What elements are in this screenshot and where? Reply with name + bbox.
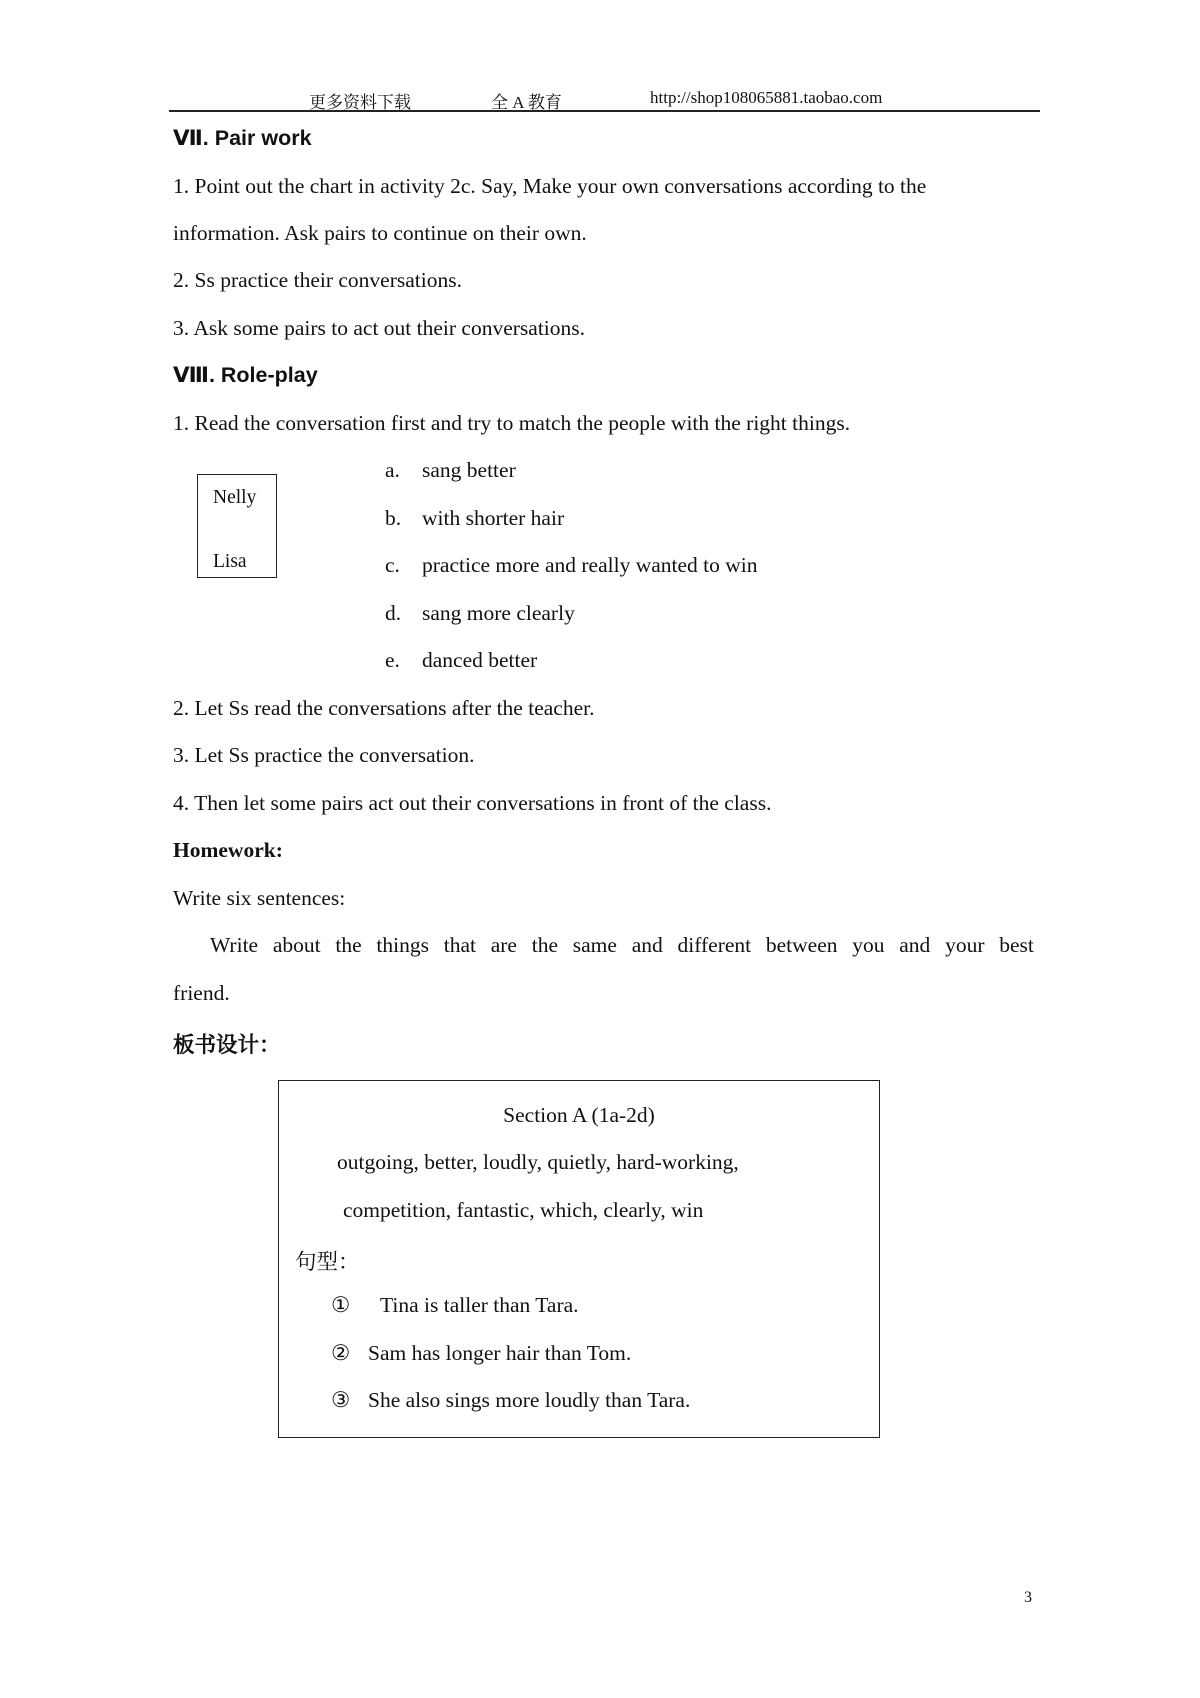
sentence-3-number: ③ xyxy=(331,1388,351,1412)
homework-line-1: Write six sentences: xyxy=(173,886,346,910)
homework-paragraph-word: best xyxy=(999,933,1034,957)
option-letter-e: e. xyxy=(385,648,400,672)
option-letter-d: d. xyxy=(385,601,402,625)
homework-paragraph-word: Write xyxy=(210,933,259,957)
homework-paragraph-word: your xyxy=(945,933,985,957)
option-letter-b: b. xyxy=(385,506,402,530)
homework-paragraph-word: the xyxy=(335,933,362,957)
pair-work-item-3: 3. Ask some pairs to act out their conversations. xyxy=(173,316,586,340)
header-center-text: 全 A 教育 xyxy=(491,93,562,112)
pair-work-item-1-line-2: information. Ask pairs to continue on their own. xyxy=(173,221,587,245)
homework-heading: Homework: xyxy=(173,838,283,862)
homework-paragraph-word: are xyxy=(490,933,517,957)
sentence-2-number: ② xyxy=(331,1341,351,1365)
pair-work-item-2: 2. Ss practice their conversations. xyxy=(173,268,462,292)
board-title: Section A (1a-2d) xyxy=(503,1103,655,1127)
header-rule xyxy=(169,110,1040,112)
sentence-1-number: ① xyxy=(331,1293,351,1317)
person-nelly: Nelly xyxy=(213,487,257,508)
homework-paragraph-line-1 xyxy=(210,933,1034,958)
board-vocab-line-1: outgoing, better, loudly, quietly, hard-working, xyxy=(337,1150,739,1174)
person-lisa: Lisa xyxy=(213,551,247,572)
homework-paragraph-word: and xyxy=(631,933,663,957)
board-design-box xyxy=(278,1080,880,1438)
homework-paragraph-word: different xyxy=(677,933,752,957)
role-play-item-3: 3. Let Ss practice the conversation. xyxy=(173,743,475,767)
board-vocab-line-2: competition, fantastic, which, clearly, win xyxy=(343,1198,704,1222)
homework-paragraph-word: things xyxy=(376,933,429,957)
role-play-item-2: 2. Let Ss read the conversations after the teacher. xyxy=(173,696,595,720)
header-left-text: 更多资料下载 xyxy=(309,93,411,112)
homework-paragraph-word: you xyxy=(852,933,885,957)
header-url: http://shop108065881.taobao.com xyxy=(650,88,883,107)
role-play-heading: Ⅷ. Role-play xyxy=(173,363,318,387)
role-play-item-1: 1. Read the conversation first and try to match the people with the right things. xyxy=(173,411,851,435)
board-pattern-label: 句型： xyxy=(295,1250,360,1274)
option-text-a: sang better xyxy=(422,458,516,482)
option-letter-c: c. xyxy=(385,553,400,577)
homework-paragraph-word: same xyxy=(572,933,617,957)
pair-work-heading: Ⅶ. Pair work xyxy=(173,126,312,150)
homework-paragraph-word: that xyxy=(443,933,476,957)
page-number: 3 xyxy=(1024,1589,1032,1606)
board-design-heading: 板书设计： xyxy=(173,1033,281,1057)
option-text-c: practice more and really wanted to win xyxy=(422,553,758,577)
role-play-item-4: 4. Then let some pairs act out their conversations in front of the class. xyxy=(173,791,772,815)
option-text-b: with shorter hair xyxy=(422,506,565,530)
option-text-e: danced better xyxy=(422,648,538,672)
sentence-2-text: Sam has longer hair than Tom. xyxy=(368,1341,632,1365)
homework-paragraph-word: and xyxy=(899,933,931,957)
option-letter-a: a. xyxy=(385,458,400,482)
homework-paragraph-word: the xyxy=(531,933,559,957)
homework-paragraph-word: about xyxy=(272,933,321,957)
pair-work-item-1-line-1: 1. Point out the chart in activity 2c. Say, Make your own conversations according to the xyxy=(173,174,927,198)
homework-paragraph-line-2: friend. xyxy=(173,981,230,1005)
option-text-d: sang more clearly xyxy=(422,601,575,625)
sentence-3-text: She also sings more loudly than Tara. xyxy=(368,1388,691,1412)
sentence-1-text: Tina is taller than Tara. xyxy=(380,1293,579,1317)
homework-paragraph-word: between xyxy=(765,933,838,957)
